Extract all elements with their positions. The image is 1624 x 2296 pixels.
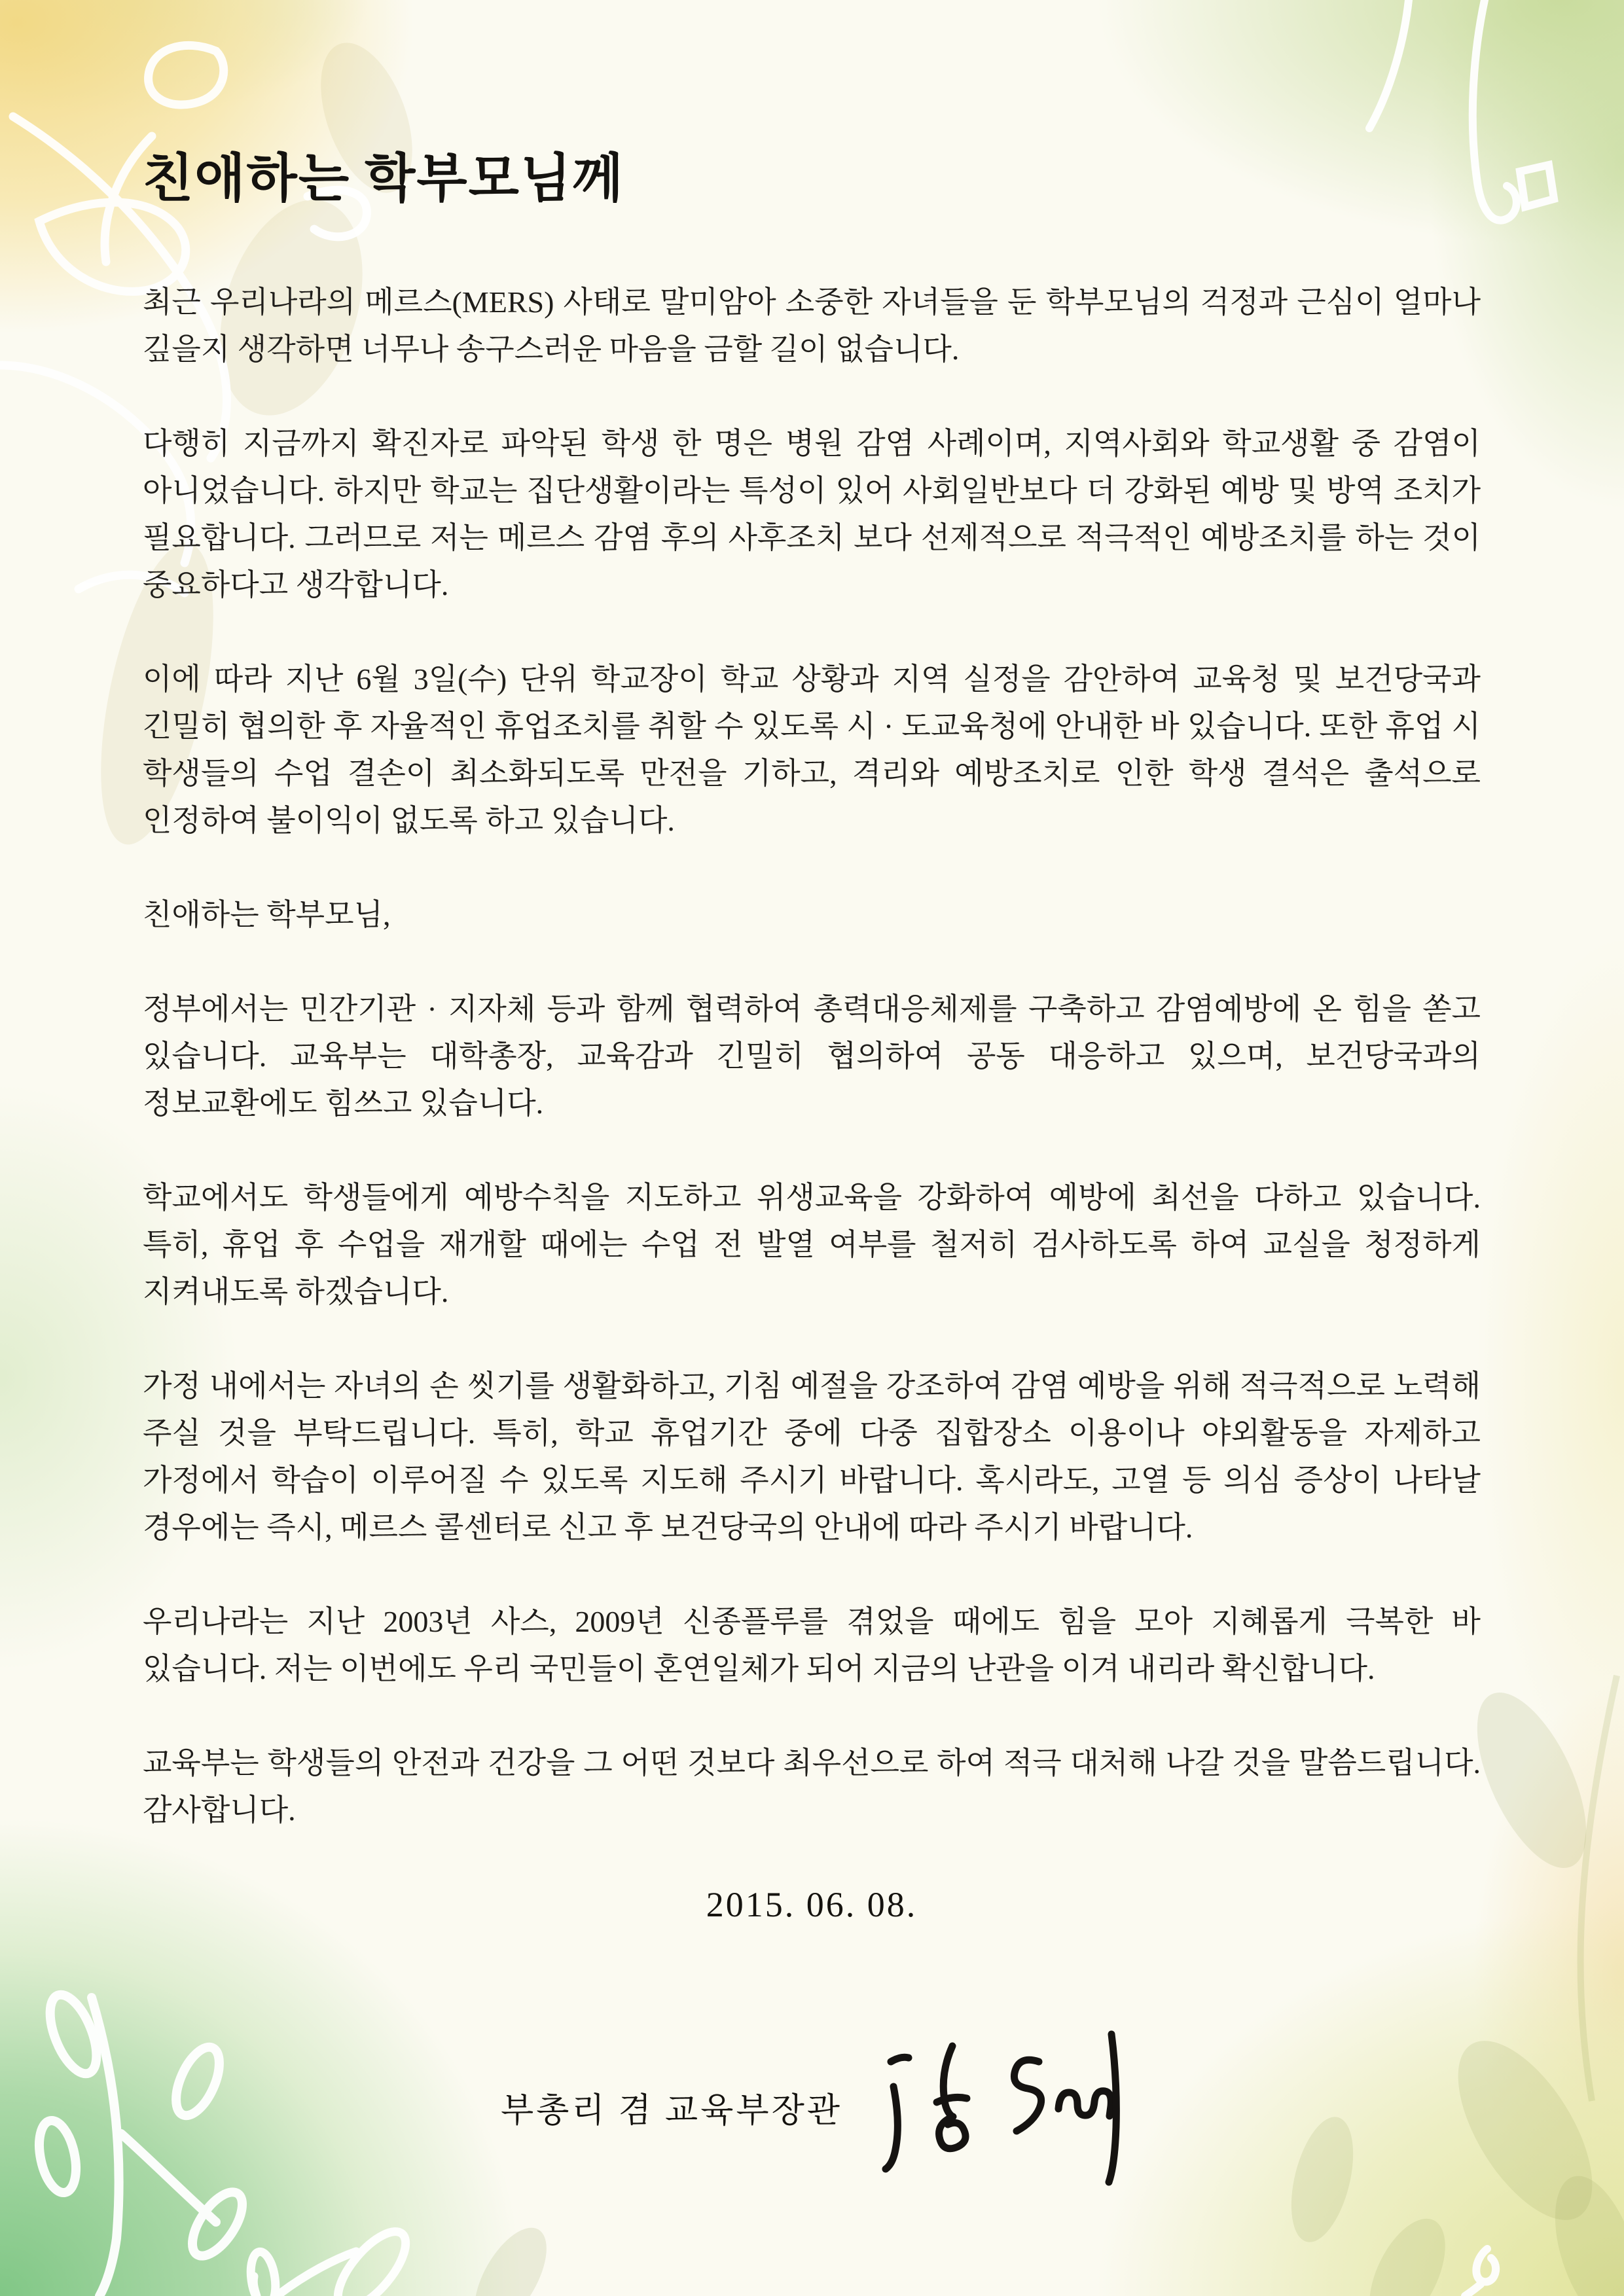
letter-date: 2015. 06. 08. <box>706 1885 918 1924</box>
letter-paragraph: 교육부는 학생들의 안전과 건강을 그 어떤 것보다 최우선으로 하여 적극 대처해 나갈 것을 말씀드립니다. 감사합니다. <box>143 1746 1481 1827</box>
letter-paragraph: 가정 내에서는 자녀의 손 씻기를 생활화하고, 기침 예절을 강조하여 감염 예방을 위해 적극적으로 노력해 주실 것을 부탁드립니다. 특히, 학교 휴업기간 중에 다중 집합장소 이용이나 야외활동을 자제하고 가정에서 학습이 이루어질 수 있도록 지도해 주시기 바랍니다. 혹시라도, 고열 등 의심 증상이 나타날 경우에는 즉시, 메르스 콜센터로 신고 후 보건당국의 안내에 따라 주시기 바랍니다. <box>143 1369 1481 1544</box>
letter-paragraph: 우리나라는 지난 2003년 사스, 2009년 신종플루를 겪었을 때에도 힘을 모아 지혜롭게 극복한 바 있습니다. 저는 이번에도 우리 국민들이 혼연일체가 되어 지금의 난관을 이겨 내리라 확신합니다. <box>143 1605 1481 1685</box>
letter-content <box>143 148 1481 2189</box>
faint-stem-silhouette <box>1580 1676 1617 2101</box>
letter-paragraph: 이에 따라 지난 6월 3일(수) 단위 학교장이 학교 상황과 지역 실정을 감안하여 교육청 및 보건당국과 긴밀히 협의한 후 자율적인 휴업조치를 취할 수 있도록 시 · 도교육청에 안내한 바 있습니다. 또한 휴업 시 학생들의 수업 결손이 최소화되도록 만전을 기하고, 격리와 예방조치로 인한 학생 결석은 출석으로 인정하여 불이익이 없도록 하고 있습니다. <box>143 662 1481 837</box>
chalk-doodle-bottom-right <box>1465 2249 1496 2296</box>
letter-paragraph: 다행히 지금까지 확진자로 파악된 학생 한 명은 병원 감염 사례이며, 지역사회와 학교생활 중 감염이 아니었습니다. 하지만 학교는 집단생활이라는 특성이 있어 사회일반보다 더 강화된 예방 및 방역 조치가 필요합니다. 그러므로 저는 메르스 감염 후의 사후조치 보다 선제적으로 적극적인 예방조치를 하는 것이 중요하다고 생각합니다. <box>143 427 1481 601</box>
letter-paragraph: 최근 우리나라의 메르스(MERS) 사태로 말미암아 소중한 자녀들을 둔 학부모님의 걱정과 근심이 얼마나 깊을지 생각하면 너무나 송구스러운 마음을 금할 길이 없습니다. <box>143 285 1481 366</box>
signature-block <box>143 2025 1481 2189</box>
salutation-line: 친애하는 학부모님, <box>143 898 391 931</box>
signer-title: 부총리 겸 교육부장관 <box>500 2092 843 2130</box>
letter-paragraph: 학교에서도 학생들에게 예방수칙을 지도하고 위생교육을 강화하여 예방에 최선을 다하고 있습니다. 특히, 휴업 후 수업을 재개할 때에는 수업 전 발열 여부를 철저히 검사하도록 하여 교실을 청정하게 지켜내도록 하겠습니다. <box>143 1181 1481 1308</box>
chalk-doodle-bottom-center <box>247 2221 417 2296</box>
letter-paragraph: 정부에서는 민간기관 · 지자체 등과 함께 협력하여 총력대응체제를 구축하고 감염예방에 온 힘을 쏟고 있습니다. 교육부는 대학총장, 교육감과 긴밀히 협의하여 공동 대응하고 있으며, 보건당국과의 정보교환에도 힘쓰고 있습니다. <box>143 992 1481 1120</box>
letter-title: 친애하는 학부모님께 <box>143 151 624 208</box>
minister-signature-handwriting <box>874 2025 1123 2189</box>
